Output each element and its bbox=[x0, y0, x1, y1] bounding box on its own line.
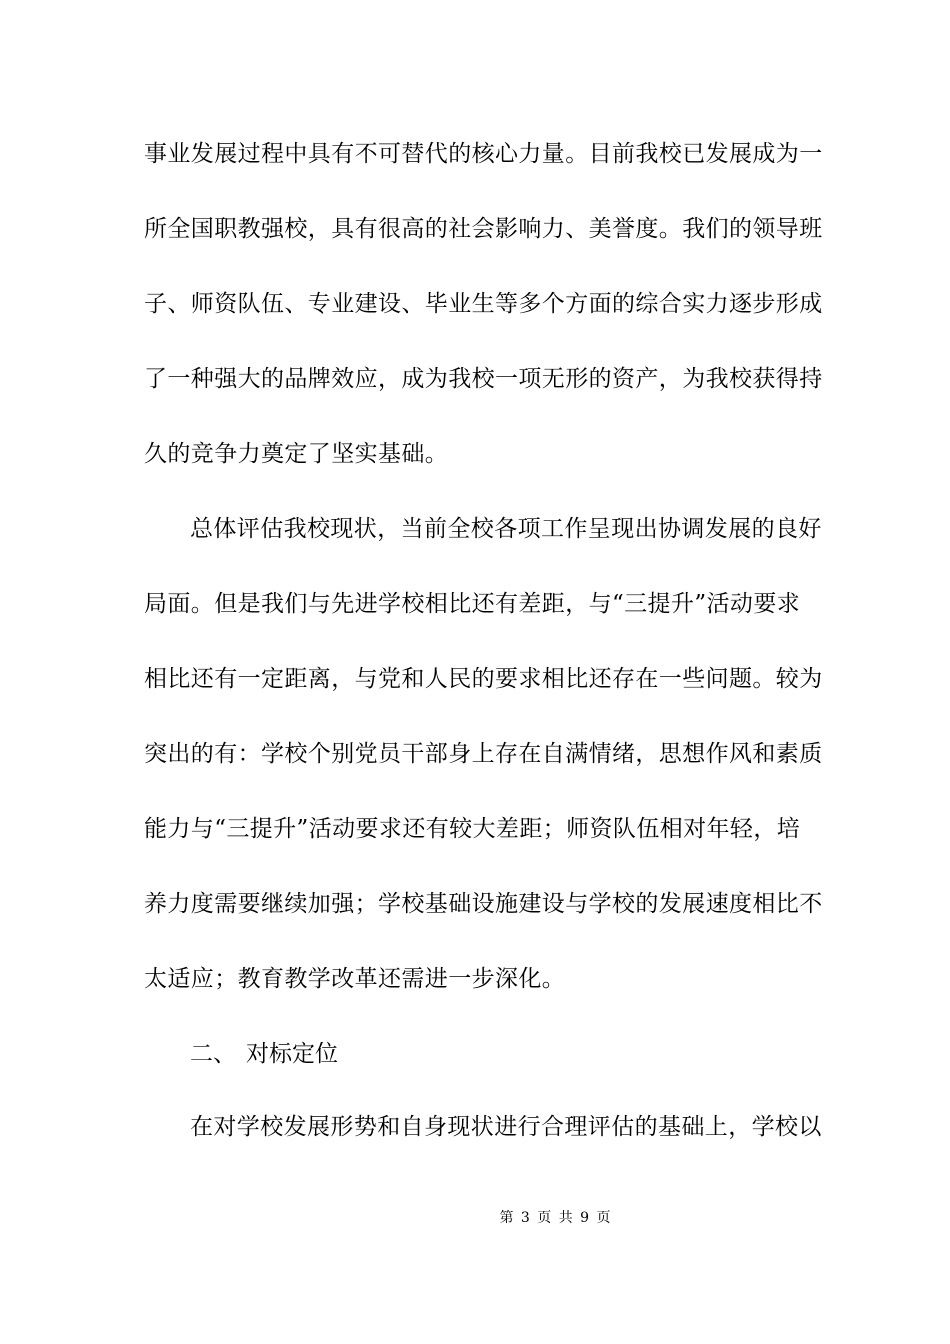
paragraph-1-line-4: 了一种强大的品牌效应，成为我校一项无形的资产，为我校获得持 bbox=[144, 366, 823, 392]
section-heading-number: 二、 bbox=[190, 1041, 236, 1067]
section-heading-title: 对标定位 bbox=[246, 1041, 338, 1067]
paragraph-2-line-6: 养力度需要继续加强；学校基础设施建设与学校的发展速度相比不 bbox=[144, 891, 823, 917]
paragraph-2-line-2: 局面。但是我们与先进学校相比还有差距，与“三提升”活动要求 bbox=[144, 591, 801, 617]
paragraph-1-line-5: 久的竞争力奠定了坚实基础。 bbox=[144, 441, 449, 467]
paragraph-2-line-4: 突出的有：学校个别党员干部身上存在自满情绪，思想作风和素质 bbox=[144, 741, 823, 767]
paragraph-2-line-7: 太适应；教育教学改革还需进一步深化。 bbox=[144, 966, 566, 992]
paragraph-1-line-2: 所全国职教强校，具有很高的社会影响力、美誉度。我们的领导班 bbox=[144, 216, 823, 242]
paragraph-1-line-3: 子、师资队伍、专业建设、毕业生等多个方面的综合实力逐步形成 bbox=[144, 291, 823, 317]
paragraph-3-line-1: 在对学校发展形势和自身现状进行合理评估的基础上，学校以 bbox=[190, 1114, 822, 1140]
paragraph-2-line-5: 能力与“三提升”活动要求还有较大差距；师资队伍相对年轻，培 bbox=[144, 816, 801, 842]
paragraph-1-line-1: 事业发展过程中具有不可替代的核心力量。目前我校已发展成为一 bbox=[144, 141, 823, 167]
page-footer: 第 3 页 共 9 页 bbox=[499, 1210, 611, 1226]
paragraph-2-line-1: 总体评估我校现状，当前全校各项工作呈现出协调发展的良好 bbox=[190, 516, 822, 542]
paragraph-2-line-3: 相比还有一定距离，与党和人民的要求相比还存在一些问题。较为 bbox=[144, 666, 823, 692]
